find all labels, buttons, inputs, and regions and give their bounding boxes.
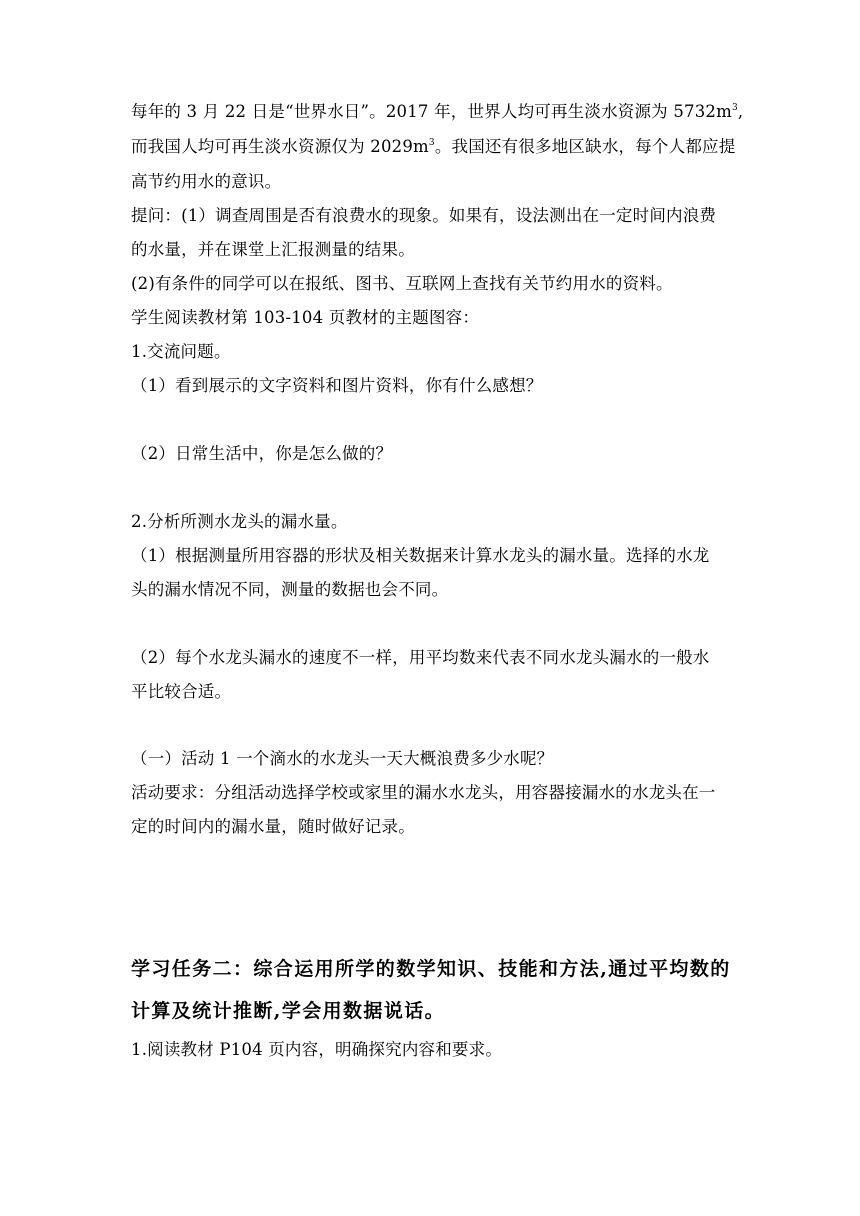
activity-requirement-line-2: 定的时间内的漏水量，随时做好记录。 [131,817,415,836]
task2-item-1: 1.阅读教材 P104 页内容，明确探究内容和要求。 [131,1040,503,1059]
question-line-2: 的水量，并在课堂上汇报测量的结果。 [131,240,415,259]
task2-heading-line-2: 计算及统计推断,学会用数据说话。 [131,1000,446,1022]
discuss-question-1: （1）看到展示的文字资料和图片资料，你有什么感想？ [131,376,543,395]
analysis-point-1-line-2: 头的漏水情况不同，测量的数据也会不同。 [131,580,449,599]
discuss-question-2: （2）日常生活中，你是怎么做的？ [131,444,393,463]
superscript-cubic: 3 [731,103,738,113]
question-line-1: 提问：(1）调查周围是否有浪费水的现象。如果有，设法测出在一定时间内浪费 [131,206,717,225]
intro-line-1: 每年的 3 月 22 日是“世界水日”。2017 年，世界人均可再生淡水资源为 $5732m^3$, [131,102,744,121]
analysis-point-1-line-1: （1）根据测量所用容器的形状及相关数据来计算水龙头的漏水量。选择的水龙 [131,546,710,565]
question-line-3: (2)有条件的同学可以在报纸、图书、互联网上查找有关节约用水的资料。 [131,274,673,293]
activity-title: （一）活动 1 一个滴水的水龙头一天大概浪费多少水呢？ [131,749,554,768]
discuss-title: 1.交流问题。 [131,342,231,361]
superscript-cubic: 3 [428,138,435,148]
task2-heading-line-1: 学习任务二：综合运用所学的数学知识、技能和方法,通过平均数的 [131,958,731,980]
analysis-point-2-line-2: 平比较合适。 [131,682,232,701]
activity-requirement-line-1: 活动要求：分组活动选择学校或家里的漏水水龙头，用容器接漏水的水龙头在一 [131,783,716,802]
analysis-title: 2.分析所测水龙头的漏水量。 [131,512,348,531]
intro-line-2: 而我国人均可再生淡水资源仅为 $2029m^3$。我国还有很多地区缺水，每个人都应提 [131,137,736,156]
analysis-point-2-line-1: （2）每个水龙头漏水的速度不一样，用平均数来代表不同水龙头漏水的一般水 [131,648,710,667]
reading-instruction: 学生阅读教材第 103-104 页教材的主题图容： [131,308,480,327]
intro-line-3: 高节约用水的意识。 [131,172,282,191]
